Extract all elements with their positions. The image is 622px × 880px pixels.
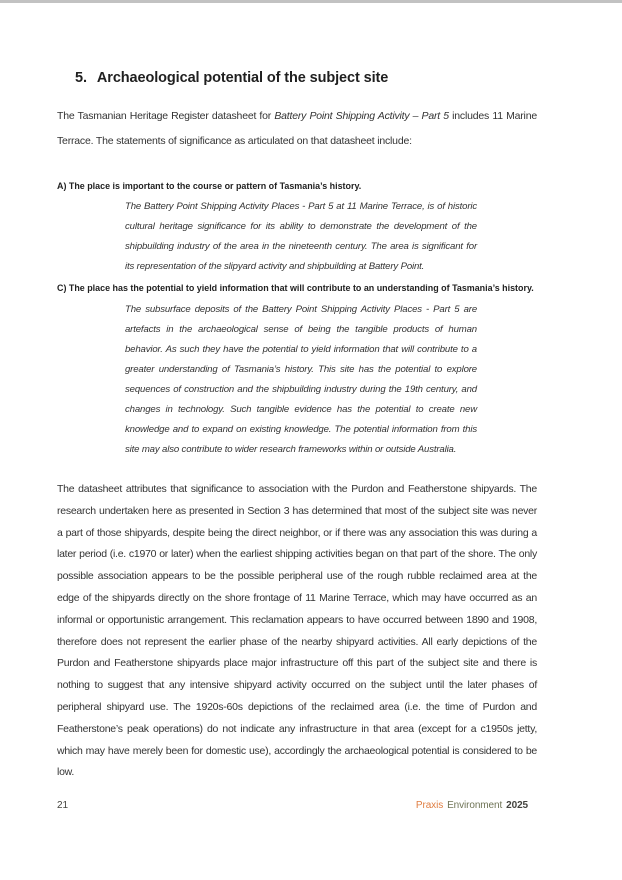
page-footer: [57, 800, 528, 811]
brand-year: 2025: [506, 800, 528, 811]
section-number: 5.: [75, 70, 87, 86]
statement-c-heading: C) The place has the potential to yield information that will contribute to an understanding of Tasmania’s history.: [57, 283, 534, 294]
datasheet-title-italic: Battery Point Shipping Activity – Part 5: [274, 110, 449, 122]
intro-text-pre: The Tasmanian Heritage Register datasheet for: [57, 110, 275, 122]
brand-mark: [416, 800, 528, 811]
statement-c-quote: The subsurface deposits of the Battery Point Shipping Activity Places - Part 5 are artefacts in the archaeological sense of being the tangible products of human behavior. As such they have the potential to yield information that will contribute to a greater understanding of Tasmania’s history. This site has the potential to explore sequences of construction and the shipbuilding industry during the 19th century, and changes in technology. Such tangible evidence has the potential to create new knowledge and to expand on existing knowledge. The potential information from this site may also contribute to wider research frameworks within or outside Australia.: [125, 304, 477, 455]
brand-praxis: Praxis: [415, 800, 444, 811]
section-heading: [75, 70, 388, 86]
intro-paragraph: [57, 104, 537, 154]
section-title: Archaeological potential of the subject site: [96, 70, 389, 86]
statement-a-quote: The Battery Point Shipping Activity Places - Part 5 at 11 Marine Terrace, is of historic cultural heritage significance for its ability to demonstrate the development of the shipbuilding industry of the area in the nineteenth century. The area is significant for its representation of the slipyard activity and shipbuilding at Battery Point.: [125, 201, 477, 272]
conclusion-paragraph: The datasheet attributes that significance to association with the Purdon and Featherstone shipyards. The research undertaken here as presented in Section 3 has determined that most of the subject site was never a part of those shipyards, despite being the direct neighbor, or if there was any association this was during a later period (i.e. c1970 or later) when the earliest shipping activities began on that part of the shore. The only possible association appears to be the possible peripheral use of the rough rubble reclaimed area at the edge of the shipyards directly on the shore frontage of 11 Marine Terrace, which may have occurred as an informal or opportunistic arrangement. This reclamation appears to have occurred between 1890 and 1908, therefore does not represent the earlier phase of the nearby shipyard activities. All early depictions of the Purdon and Featherstone shipyards place major infrastructure off this part of the subject site and there is nothing to suggest that any intensive shipyard activity occurred on the subject until the later phases of peripheral shipyard use. The 1920s-60s depictions of the reclaimed area (i.e. the time of Purdon and Featherstone’s peak operations) do not indicate any infrastructure in that area (except for a c1950s jetty, which may have merely been for domestic use), accordingly the archaeological potential is considered to be low.: [57, 483, 537, 779]
page-number: 21: [57, 800, 68, 811]
statement-a-heading: A) The place is important to the course or pattern of Tasmania’s history.: [57, 181, 362, 192]
page-top-border: [0, 0, 622, 3]
intro-text-post: includes 11 Marine Terrace. The statements of significance as articulated on that datasheet include:: [57, 110, 537, 147]
brand-environment: Environment: [447, 800, 503, 811]
